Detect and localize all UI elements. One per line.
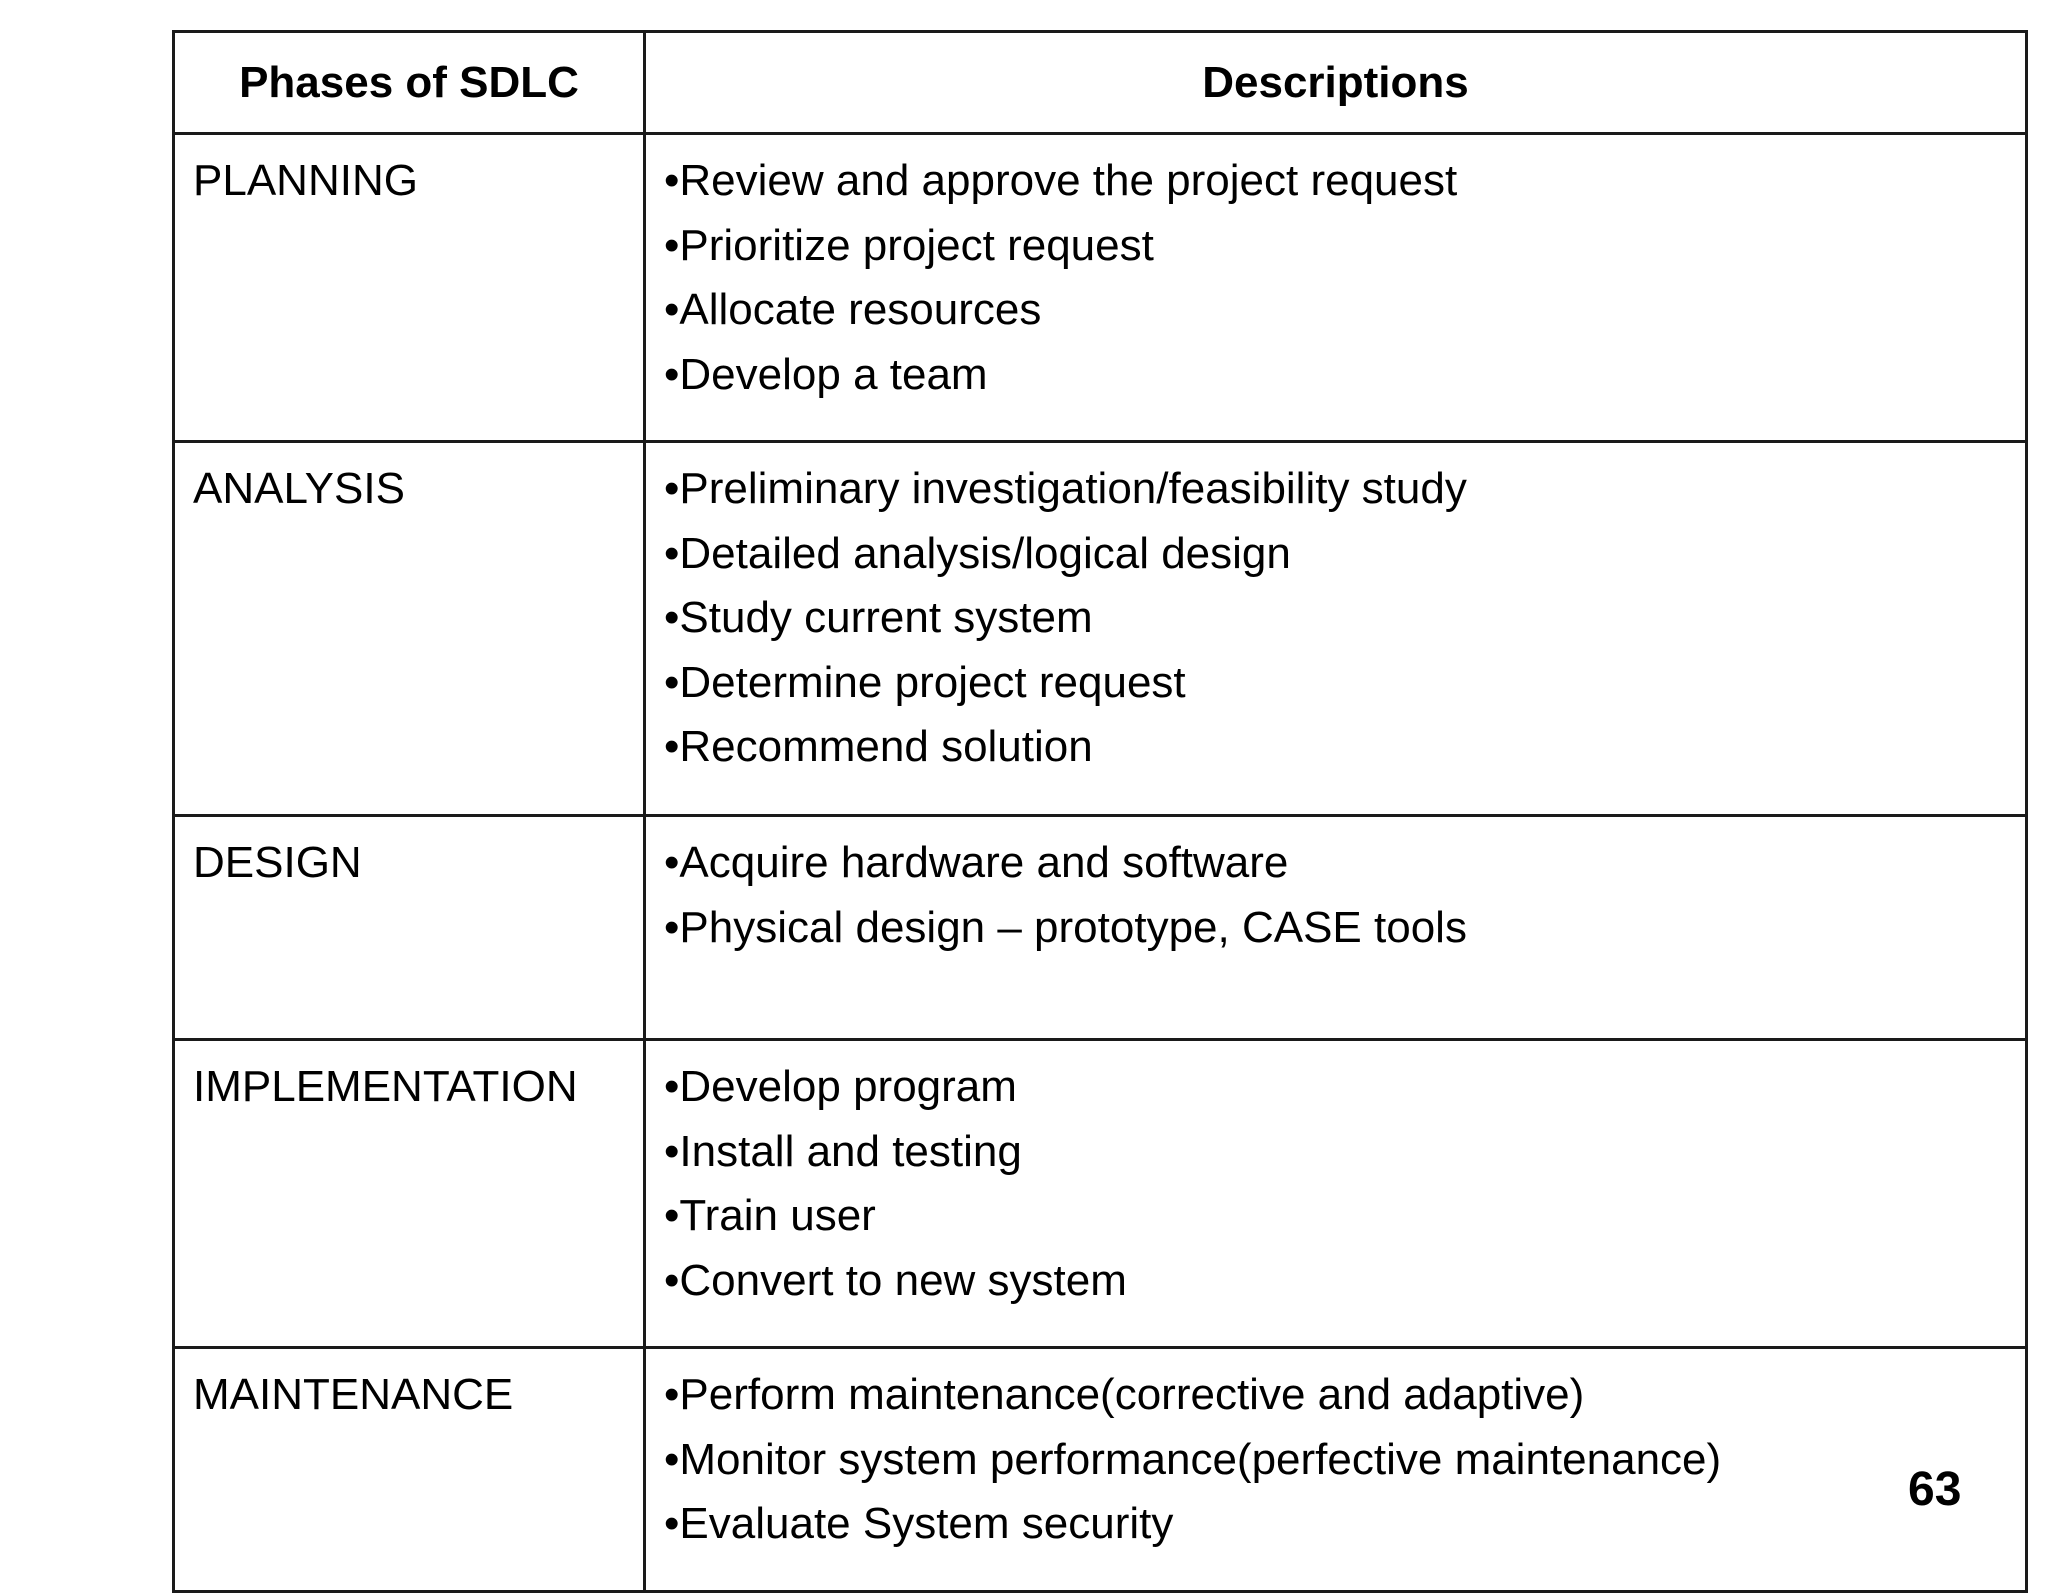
table-row-planning	[174, 134, 2027, 442]
list-item	[664, 522, 2025, 587]
list-item-text: Recommend solution	[679, 722, 1093, 771]
list-item	[664, 586, 2025, 651]
list-item-text: Determine project request	[679, 657, 1186, 707]
sdlc-phases-table	[172, 30, 2028, 1593]
list-item-text: Develop program	[679, 1062, 1017, 1111]
phase-label-implementation: IMPLEMENTATION	[193, 1062, 578, 1111]
table-row-maintenance	[174, 1348, 2027, 1592]
list-item	[664, 1428, 2025, 1493]
list-item	[664, 1184, 2025, 1249]
table-row-implementation	[174, 1040, 2027, 1348]
phase-label-analysis: ANALYSIS	[193, 464, 405, 513]
description-cell	[645, 816, 2027, 1040]
list-item-text: Perform maintenance(corrective and adaptive)	[679, 1370, 1585, 1419]
list-item	[664, 651, 2025, 716]
list-item	[664, 214, 2025, 279]
list-item-text: Install and testing	[679, 1126, 1022, 1176]
bullet-icon: •	[664, 464, 680, 513]
list-item	[664, 715, 2025, 780]
phase-label-planning: PLANNING	[193, 156, 418, 205]
list-item-text: Preliminary investigation/feasibility study	[679, 464, 1467, 513]
phase-label-maintenance: MAINTENANCE	[193, 1370, 514, 1419]
header-phases: Phases of SDLC	[174, 32, 645, 134]
list-item	[664, 1055, 2025, 1120]
bullet-icon: •	[664, 722, 680, 771]
list-item-text: Review and approve the project request	[679, 156, 1458, 205]
bullet-icon: •	[664, 902, 680, 952]
list-item	[664, 1492, 2025, 1557]
list-item	[664, 149, 2025, 214]
description-list	[664, 1363, 2025, 1557]
list-item-text: Physical design – prototype, CASE tools	[679, 902, 1467, 952]
list-item-text: Train user	[679, 1191, 876, 1240]
bullet-icon: •	[664, 349, 680, 399]
phase-cell	[174, 442, 645, 816]
list-item	[664, 896, 2025, 961]
description-list	[664, 457, 2025, 780]
table-row-analysis	[174, 442, 2027, 816]
table-header-row	[174, 32, 2027, 134]
bullet-icon: •	[664, 1126, 680, 1176]
bullet-icon: •	[664, 838, 680, 887]
list-item	[664, 1120, 2025, 1185]
description-cell	[645, 1348, 2027, 1592]
bullet-icon: •	[664, 220, 680, 270]
list-item	[664, 1363, 2025, 1428]
list-item-text: Prioritize project request	[679, 220, 1154, 270]
description-cell	[645, 442, 2027, 816]
phase-cell	[174, 1348, 645, 1592]
bullet-icon: •	[664, 1062, 680, 1111]
description-cell	[645, 1040, 2027, 1348]
bullet-icon: •	[664, 1191, 680, 1240]
list-item-text: Evaluate System security	[679, 1499, 1174, 1548]
bullet-icon: •	[664, 1499, 680, 1548]
bullet-icon: •	[664, 593, 680, 642]
description-cell	[645, 134, 2027, 442]
list-item	[664, 278, 2025, 343]
bullet-icon: •	[664, 285, 680, 334]
bullet-icon: •	[664, 1434, 680, 1484]
list-item-text: Study current system	[679, 593, 1093, 642]
phase-cell	[174, 816, 645, 1040]
header-descriptions: Descriptions	[645, 32, 2027, 134]
list-item-text: Monitor system performance(perfective maintenance)	[679, 1434, 1722, 1484]
description-list	[664, 1055, 2025, 1313]
list-item	[664, 831, 2025, 896]
list-item	[664, 457, 2025, 522]
description-list	[664, 149, 2025, 407]
phase-cell	[174, 134, 645, 442]
list-item-text: Acquire hardware and software	[679, 838, 1289, 887]
list-item	[664, 343, 2025, 408]
phase-label-design: DESIGN	[193, 838, 362, 887]
bullet-icon: •	[664, 657, 680, 707]
bullet-icon: •	[664, 1255, 680, 1305]
description-list	[664, 831, 2025, 960]
list-item	[664, 1249, 2025, 1314]
bullet-icon: •	[664, 528, 680, 578]
list-item-text: Convert to new system	[679, 1255, 1127, 1305]
list-item-text: Develop a team	[679, 349, 988, 399]
page-number: 63	[1908, 1463, 1962, 1516]
phase-cell	[174, 1040, 645, 1348]
list-item-text: Detailed analysis/logical design	[679, 528, 1291, 578]
bullet-icon: •	[664, 1370, 680, 1419]
list-item-text: Allocate resources	[679, 285, 1042, 334]
table-row-design	[174, 816, 2027, 1040]
bullet-icon: •	[664, 156, 680, 205]
